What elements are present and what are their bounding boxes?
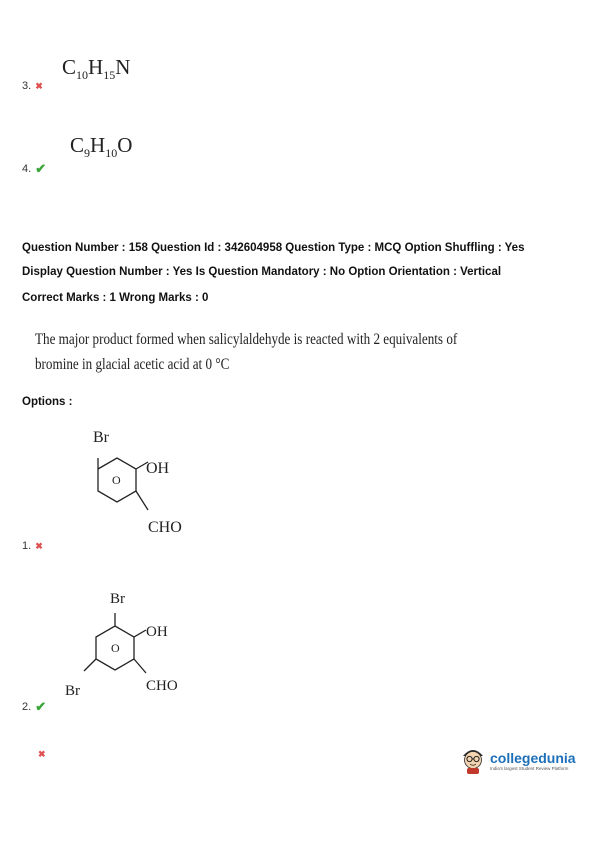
option-1-structure xyxy=(60,420,210,545)
br-label: Br xyxy=(93,429,109,446)
question-line2: bromine in glacial acetic acid at 0 °C xyxy=(35,356,230,373)
option-4-formula xyxy=(70,133,132,161)
option-3-formula xyxy=(62,55,130,83)
logo-name: collegedunia xyxy=(490,749,576,766)
ring-label: O xyxy=(112,473,121,487)
option-2-structure xyxy=(60,585,210,700)
option-4-number: 4. xyxy=(22,163,32,175)
br-bottom-bond xyxy=(84,659,96,671)
formula-subscript: 10 xyxy=(76,68,89,82)
formula-subscript: 10 xyxy=(105,146,118,160)
oh-bond xyxy=(134,630,146,637)
formula-subscript: 9 xyxy=(84,146,91,160)
options-label: Options : xyxy=(22,396,73,408)
formula-symbol: H xyxy=(88,55,104,79)
formula-symbol: O xyxy=(117,133,133,157)
cross-icon: ✖ xyxy=(35,80,43,91)
formula-subscript: 15 xyxy=(103,68,116,82)
check-icon: ✔ xyxy=(35,699,47,714)
cho-bond xyxy=(134,659,146,673)
cross-icon: ✖ xyxy=(38,749,46,759)
option-3-label xyxy=(22,80,43,92)
option-1-label xyxy=(22,540,43,552)
option-3-status xyxy=(38,749,46,760)
formula-symbol: C xyxy=(62,55,77,79)
option-2-label xyxy=(22,699,46,715)
cho-label: CHO xyxy=(148,519,182,536)
br-bottom-label: Br xyxy=(65,683,80,699)
cross-icon: ✖ xyxy=(35,540,43,551)
formula-symbol: N xyxy=(115,55,131,79)
ring-label: O xyxy=(111,641,120,655)
question-line1: The major product formed when salicylaldehyde is reacted with 2 equivalents of xyxy=(35,331,458,348)
option-3-number: 3. xyxy=(22,80,32,92)
cho-label: CHO xyxy=(146,678,178,694)
collegedunia-logo xyxy=(460,745,576,775)
formula-symbol: C xyxy=(70,133,85,157)
question-text xyxy=(35,327,457,377)
question-meta-line3: Correct Marks : 1 Wrong Marks : 0 xyxy=(22,292,209,304)
oh-label: OH xyxy=(146,460,170,477)
cho-bond xyxy=(136,491,148,510)
option-2-number: 2. xyxy=(22,701,32,713)
option-4-label xyxy=(22,161,46,177)
br-top-label: Br xyxy=(110,591,125,607)
oh-label: OH xyxy=(146,624,168,640)
question-meta-line2: Display Question Number : Yes Is Question Mandatory : No Option Orientation : Vertical xyxy=(22,266,502,278)
formula-symbol: H xyxy=(90,133,106,157)
mascot-icon xyxy=(460,745,486,775)
logo-tagline: India's largest Student Review Platform xyxy=(490,765,569,771)
check-icon: ✔ xyxy=(35,161,47,176)
question-meta-line1: Question Number : 158 Question Id : 342604958 Question Type : MCQ Option Shuffling : Yes xyxy=(22,242,525,254)
option-1-number: 1. xyxy=(22,540,32,552)
